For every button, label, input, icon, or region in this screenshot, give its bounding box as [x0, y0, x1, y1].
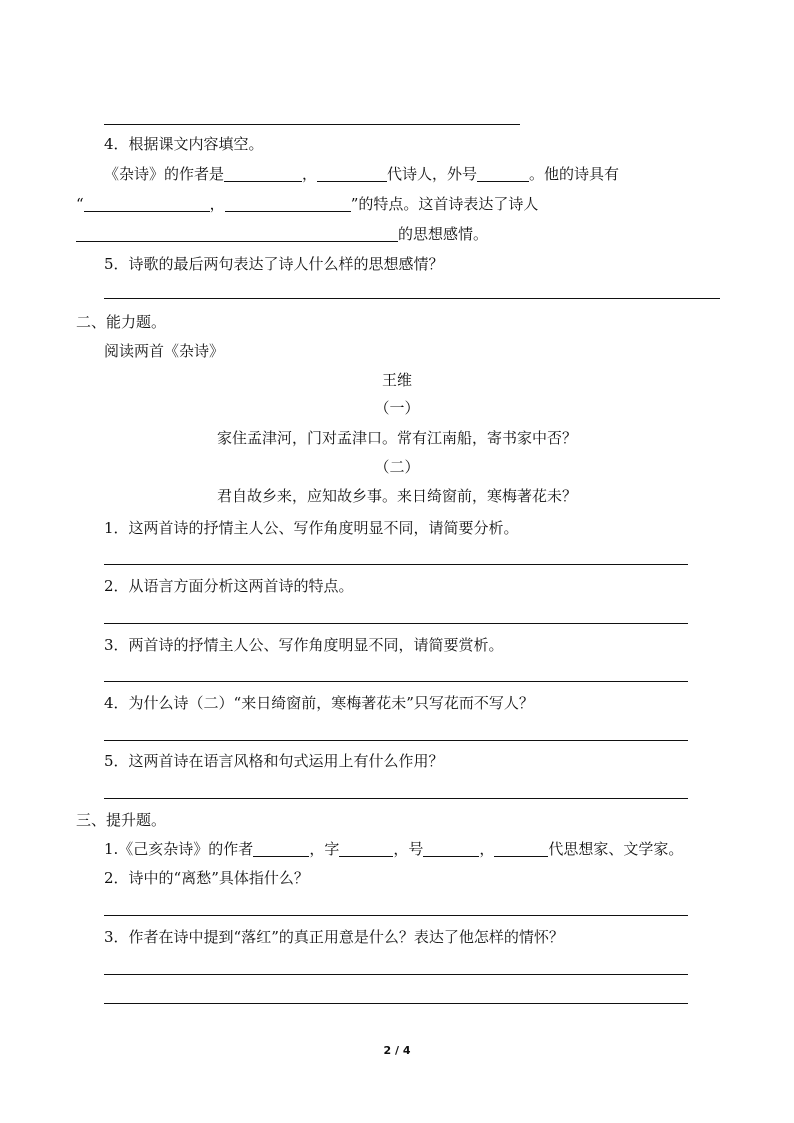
question-label: 3．作者在诗中提到“落红”的真正用意是什么？表达了他怎样的情怀？	[104, 928, 564, 946]
answer-line[interactable]	[104, 740, 688, 741]
section-heading: 二、能力题。	[76, 313, 167, 331]
answer-line[interactable]	[104, 915, 688, 916]
blank-feature-1[interactable]	[84, 196, 210, 212]
blank-courtesy-name[interactable]	[339, 841, 393, 857]
answer-line	[104, 124, 520, 125]
question-label: 4．根据课文内容填空。	[104, 135, 264, 153]
answer-line[interactable]	[104, 298, 720, 299]
question-label: 2．从语言方面分析这两首诗的特点。	[104, 577, 354, 595]
poem-author: 王维	[381, 371, 412, 389]
answer-line[interactable]	[104, 681, 688, 682]
answer-line[interactable]	[104, 1003, 688, 1004]
answer-line[interactable]	[104, 798, 688, 799]
blank-author[interactable]	[224, 166, 302, 182]
fill-line-3: 的思想感情。	[76, 224, 488, 244]
question-label: 1．这两首诗的抒情主人公、写作角度明显不同，请简要分析。	[104, 519, 519, 537]
poem-number: （二）	[374, 458, 420, 476]
question-label: 4．为什么诗（二）“来日绮窗前，寒梅著花未”只写花而不写人？	[104, 694, 534, 712]
question-label: 2．诗中的“离愁”具体指什么？	[104, 869, 309, 887]
reading-intro: 阅读两首《杂诗》	[104, 342, 225, 360]
poem-text: 家住孟津河，门对孟津口。常有江南船，寄书家中否？	[216, 429, 577, 447]
poem-number: （一）	[374, 399, 420, 417]
question-label: 5．诗歌的最后两句表达了诗人什么样的思想感情？	[104, 255, 444, 273]
blank-pseudonym[interactable]	[423, 841, 479, 857]
section-heading: 三、提升题。	[76, 811, 167, 829]
question-label: 5．这两首诗在语言风格和句式运用上有什么作用？	[104, 752, 444, 770]
fill-line-1: 《杂诗》的作者是 ， 代诗人，外号 。他的诗具有	[104, 165, 620, 183]
blank-author[interactable]	[253, 841, 309, 857]
blank-dynasty[interactable]	[494, 841, 548, 857]
page-number: 2 / 4	[383, 1044, 411, 1057]
poem-text: 君自故乡来，应知故乡事。来日绮窗前，寒梅著花未？	[216, 487, 577, 505]
question-label: 3．两首诗的抒情主人公、写作角度明显不同，请简要赏析。	[104, 636, 504, 654]
answer-line[interactable]	[104, 564, 688, 565]
fill-line-author: 1.《己亥杂诗》的作者 ，字 ，号 ， 代思想家、文学家。	[104, 840, 684, 858]
blank-nickname[interactable]	[477, 166, 529, 182]
answer-line[interactable]	[104, 974, 688, 975]
answer-line[interactable]	[104, 623, 688, 624]
fill-line-2: “ ， ”的特点。这首诗表达了诗人	[76, 195, 539, 213]
blank-emotion[interactable]	[76, 226, 398, 242]
blank-dynasty[interactable]	[317, 166, 387, 182]
blank-feature-2[interactable]	[225, 196, 351, 212]
